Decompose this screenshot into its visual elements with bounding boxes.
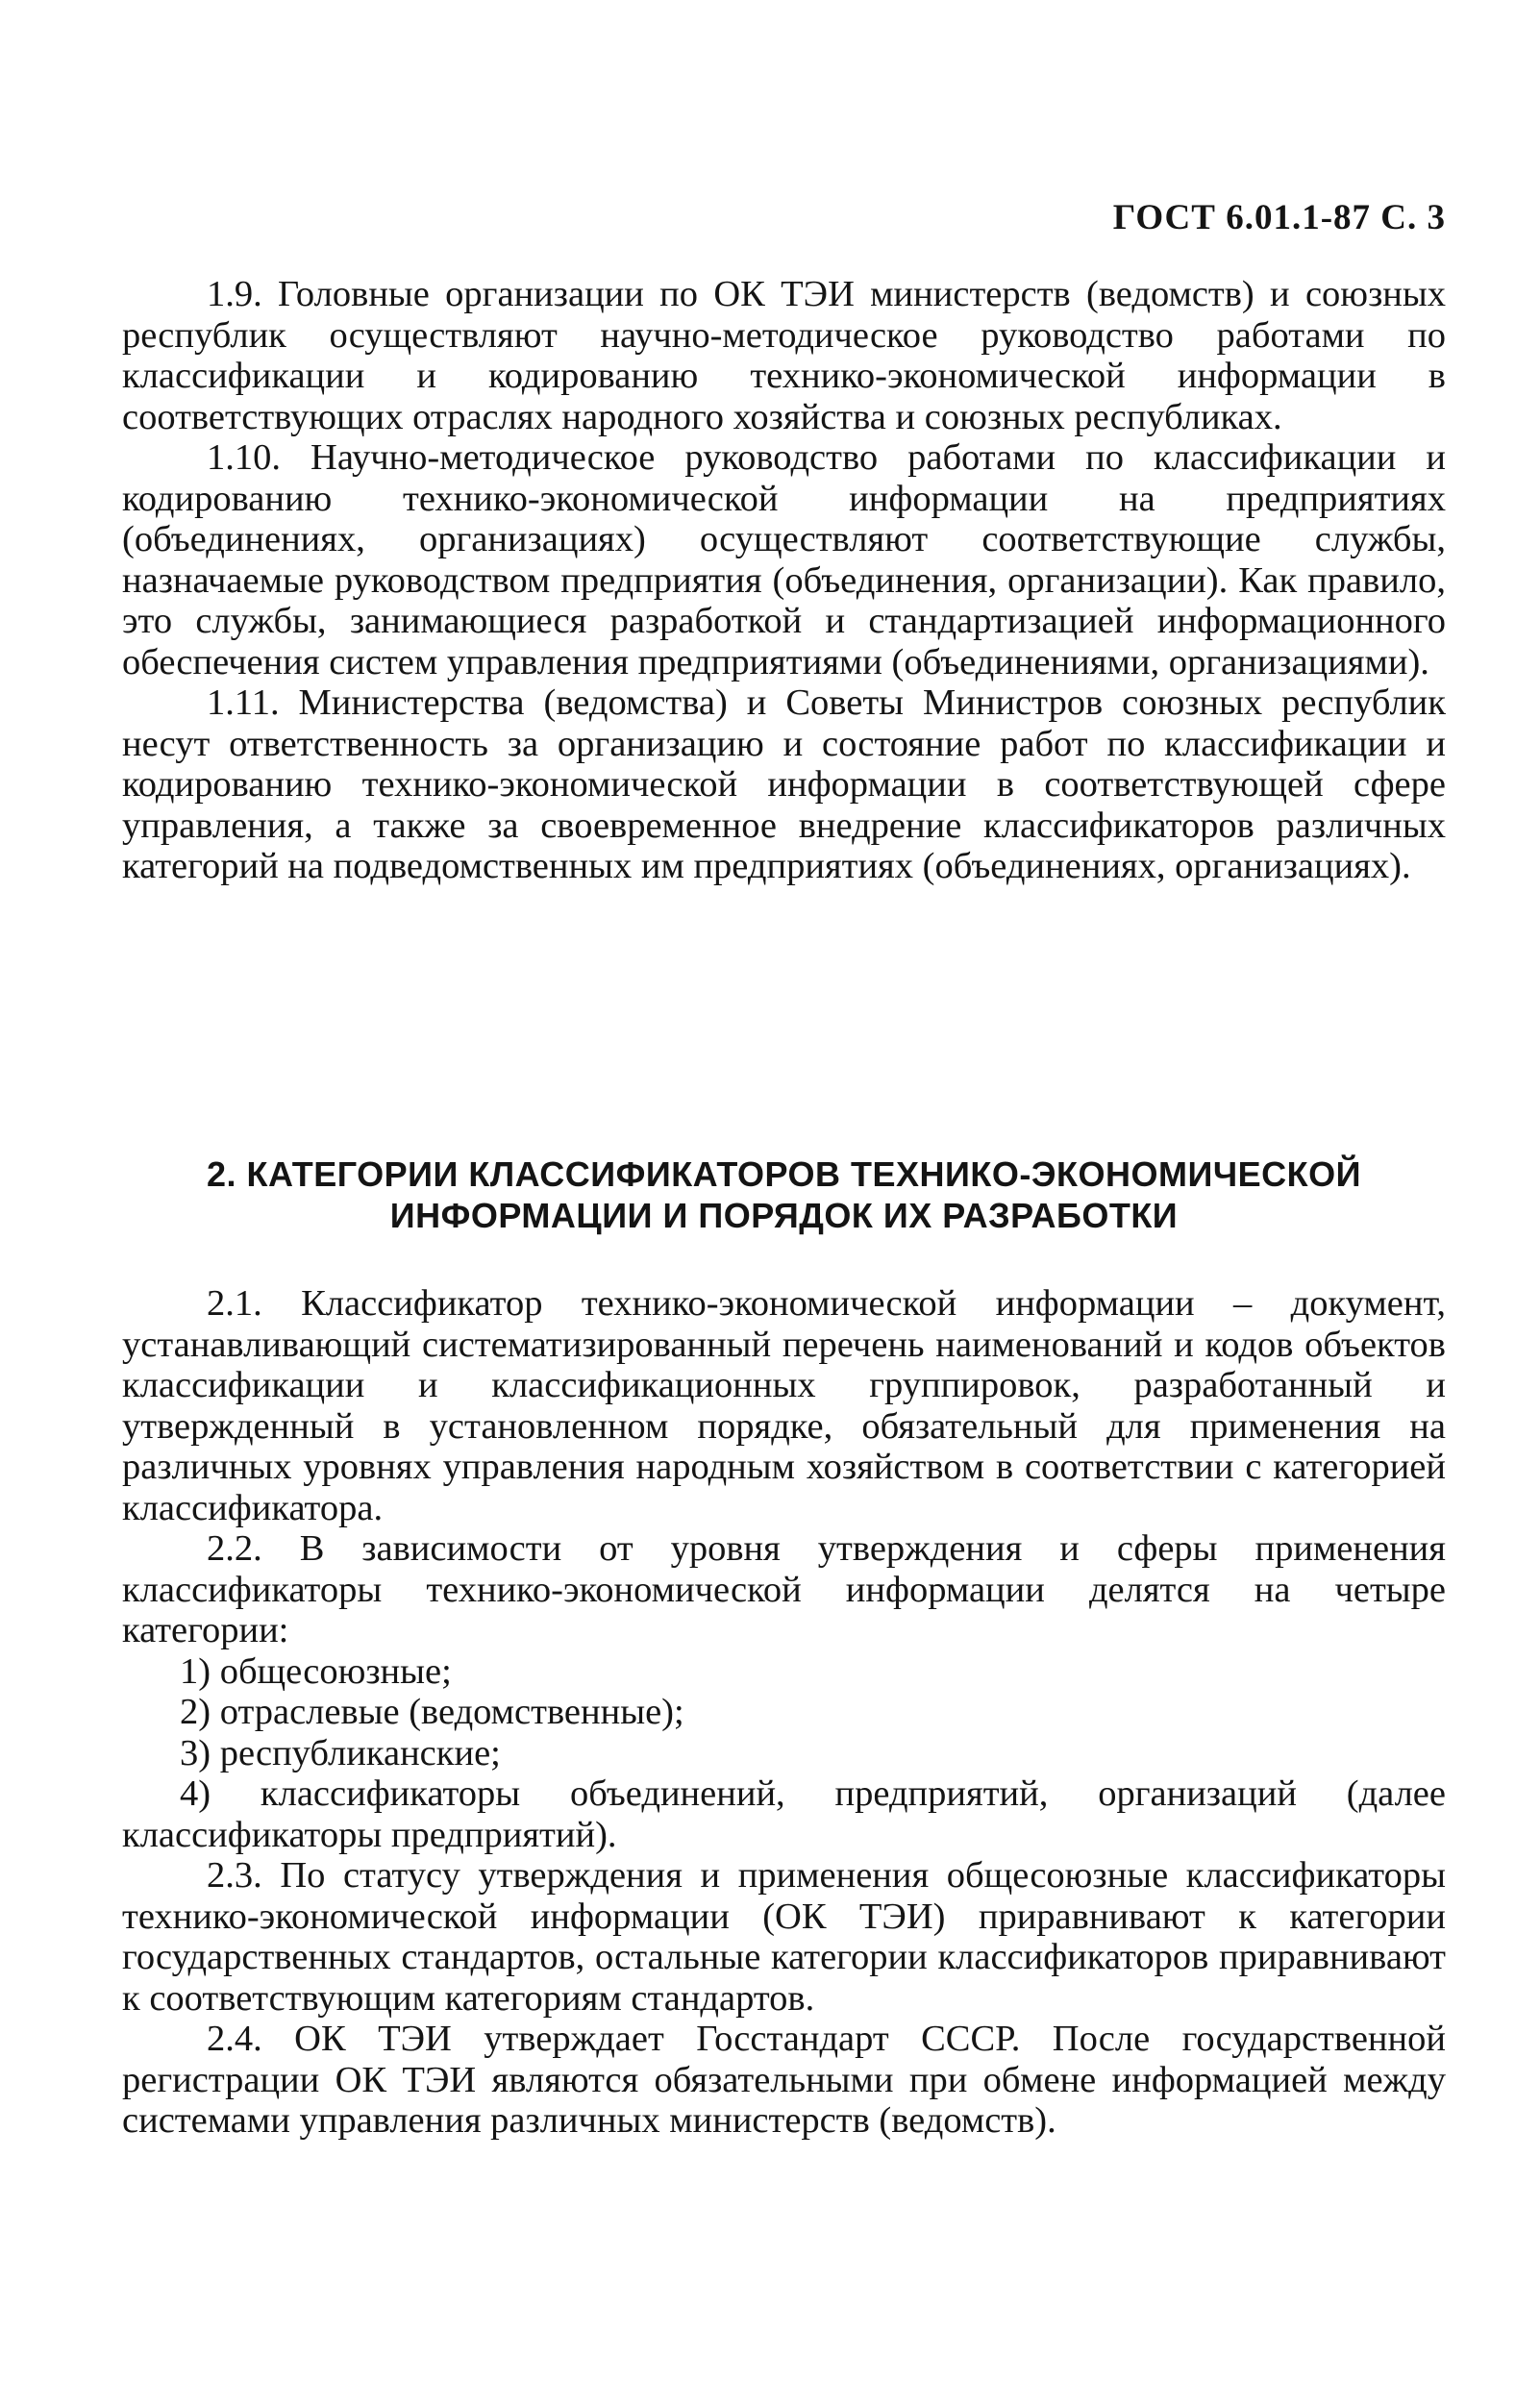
section-2-heading-line-2: ИНФОРМАЦИИ И ПОРЯДОК ИХ РАЗРАБОТКИ [389, 1196, 1179, 1235]
paragraph-1-9: 1.9. Головные организации по ОК ТЭИ министерств (ведомств) и союзных республик осуществляют научно-методическое руководство работами по классификации и кодированию технико-экономической информации в соответствующих отраслях народного хозяйства и союзных республиках. [122, 274, 1446, 437]
paragraph-1-10: 1.10. Научно-методическое руководство работами по классификации и кодированию технико-экономической информации на предприятиях (объединениях, организациях) осуществляют соответствующие службы, назначаемые руководством предприятия (объединения, организации). Как правило, это службы, занимающиеся разработкой и стандартизацией информационного обеспечения систем управления предприятиями (объединениями, организациями). [122, 437, 1446, 682]
section-1-text [122, 274, 1446, 887]
category-list-item-3: 3) республиканские; [180, 1732, 501, 1773]
paragraph-2-2: 2.2. В зависимости от уровня утверждения и сферы применения классификаторы технико-экономической информации делятся на четыре категории: [122, 1528, 1446, 1650]
category-list-item-2: 2) отраслевые (ведомственные); [180, 1692, 684, 1732]
section-2-heading-line-1: 2. КАТЕГОРИИ КЛАССИФИКАТОРОВ ТЕХНИКО-ЭКОНОМИЧЕСКОЙ [207, 1154, 1361, 1194]
category-list-item-1: 1) общесоюзные; [180, 1650, 452, 1692]
section-2-heading [122, 1153, 1446, 1236]
section-2-text [122, 1283, 1446, 2142]
paragraph-2-1: 2.1. Классификатор технико-экономической информации – документ, устанавливающий систематизированный перечень наименований и кодов объектов классификации и классификационных группировок, разработанный и утвержденный в установленном порядке, обязательный для применения на различных уровнях управления народным хозяйством в соответствии с категорией классификатора. [122, 1283, 1446, 1528]
category-list-item-4: 4) классификаторы объединений, предприятий, организаций (далее классификаторы предприятий). [122, 1773, 1446, 1855]
paragraph-2-4: 2.4. ОК ТЭИ утверждает Госстандарт СССР. После государственной регистрации ОК ТЭИ являются обязательными при обмене информацией между системами управления различных министерств (ведомств). [122, 2019, 1446, 2141]
paragraph-2-3: 2.3. По статусу утверждения и применения общесоюзные классификаторы технико-экономической информации (ОК ТЭИ) приравнивают к категории государственных стандартов, остальные категории классификаторов приравнивают к соответствующим категориям стандартов. [122, 1855, 1446, 2019]
paragraph-1-11: 1.11. Министерства (ведомства) и Советы Министров союзных республик несут ответственность за организацию и состояние работ по классификации и кодированию технико-экономической информации в соответствующей сфере управления, а также за своевременное внедрение классификаторов различных категорий на подведомственных им предприятиях (объединениях, организациях). [122, 682, 1446, 886]
page-header-standard-code: ГОСТ 6.01.1-87 С. 3 [1112, 198, 1446, 237]
